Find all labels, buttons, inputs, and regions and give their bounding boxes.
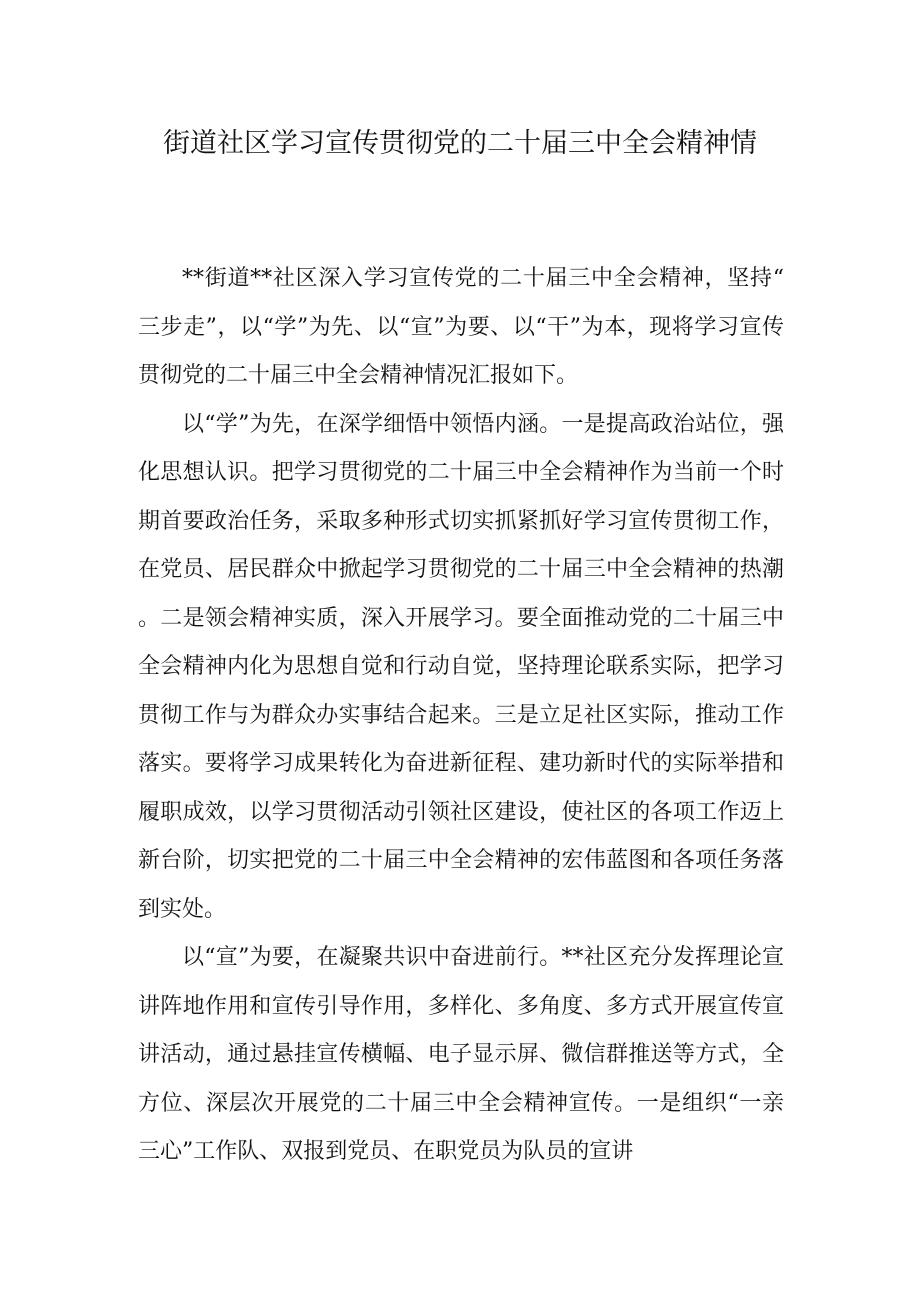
paragraph-publicity: 以“宣”为要，在凝聚共识中奋进前行。**社区充分发挥理论宣讲阵地作用和宣传引导作用，多样化、多角度、多方式开展宣传宣讲活动，通过悬挂宣传横幅、电子显示屏、微信群推送等方式，全方位、深层次开展党的二十届三中全会精神宣传。一是组织“一亲三心”工作队、双报到党员、在职党员为队员的宣讲 <box>138 945 784 1164</box>
paragraph-study: 以“学”为先，在深学细悟中领悟内涵。一是提高政治站位，强化思想认识。把学习贯彻党的二十届三中全会精神作为当前一个时期首要政治任务，采取多种形式切实抓紧抓好学习宣传贯彻工作，在党员、居民群众中掀起学习贯彻党的二十届三中全会精神的热潮。二是领会精神实质，深入开展学习。要全面推动党的二十届三中全会精神内化为思想自觉和行动自觉，坚持理论联系实际，把学习贯彻工作与为群众办实事结合起来。三是立足社区实际，推动工作落实。要将学习成果转化为奋进新征程、建功新时代的实际举措和履职成效，以学习贯彻活动引领社区建设，使社区的各项工作迈上新台阶，切实把党的二十届三中全会精神的宏伟蓝图和各项任务落到实处。 <box>138 411 784 922</box>
document-title: 街道社区学习宣传贯彻党的二十届三中全会精神情 <box>163 128 757 159</box>
paragraph-intro: **街道**社区深入学习宣传党的二十届三中全会精神，坚持“三步走”，以“学”为先、以“宣”为要、以“干”为本，现将学习宣传贯彻党的二十届三中全会精神情况汇报如下。 <box>138 266 784 388</box>
document-body <box>138 255 784 1177</box>
